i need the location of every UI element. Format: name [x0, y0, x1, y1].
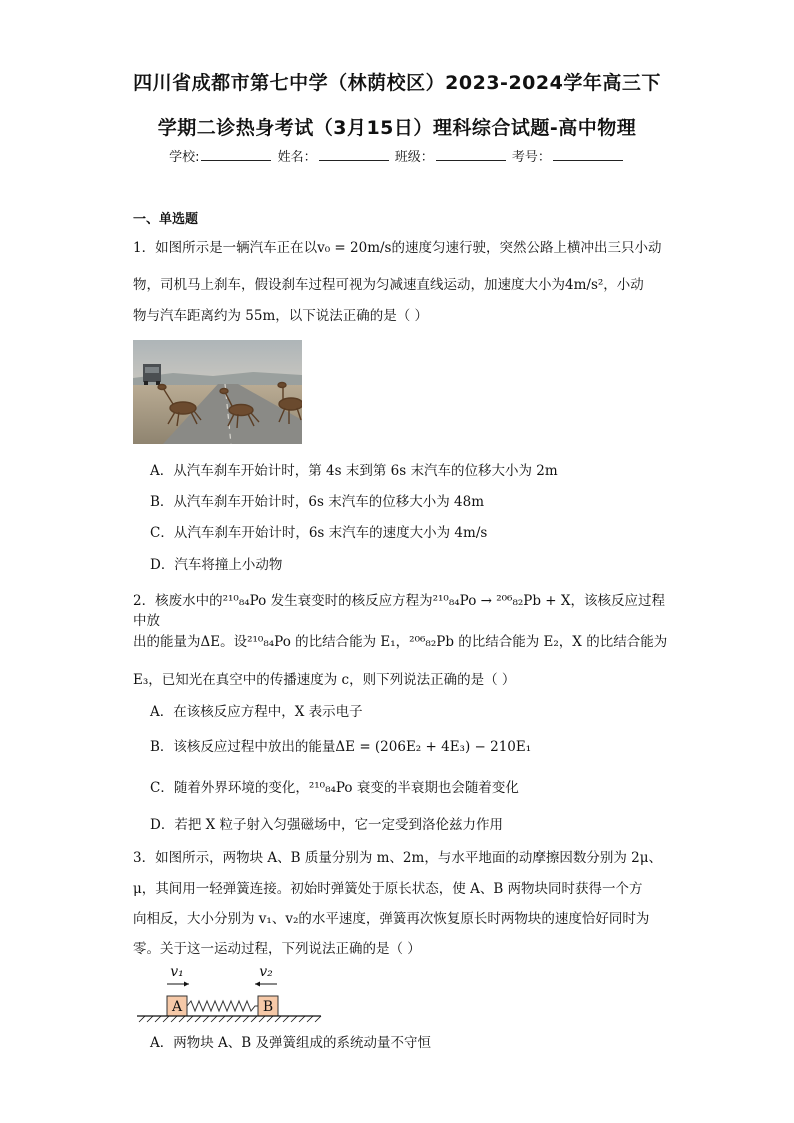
- q3-line-2: μ，其间用一轻弹簧连接。初始时弹簧处于原长状态，使 A、B 两物块同时获得一个方: [133, 881, 643, 897]
- page-title-line-1: 四川省成都市第七中学（林荫校区）2023-2024学年高三下: [133, 72, 661, 94]
- q2-option-d: D．若把 X 粒子射入匀强磁场中，它一定受到洛伦兹力作用: [150, 817, 504, 833]
- id-blank[interactable]: [553, 148, 623, 161]
- q2-line-3: E₃，已知光在真空中的传播速度为 c，则下列说法正确的是（ ）: [133, 672, 516, 688]
- spring-blocks-diagram: [133, 962, 323, 1026]
- q3-option-a: A．两物块 A、B 及弹簧组成的系统动量不守恒: [150, 1035, 432, 1051]
- id-label: 考号：: [511, 150, 551, 165]
- q1-line-1: 1．如图所示是一辆汽车正在以v₀ = 20m/s的速度匀速行驶，突然公路上横冲出三只小动: [133, 240, 662, 256]
- q1-option-a: A．从汽车刹车开始计时，第 4s 末到第 6s 末汽车的位移大小为 2m: [150, 463, 558, 479]
- block-a-label: A: [171, 999, 183, 1015]
- q3-diagram: [133, 962, 323, 1026]
- q2-option-b: B．该核反应过程中放出的能量ΔE = (206E₂ + 4E₃) − 210E₁: [150, 739, 532, 755]
- q1-option-b: B．从汽车刹车开始计时，6s 末汽车的位移大小为 48m: [150, 494, 484, 510]
- spring: [187, 1001, 258, 1011]
- school-label: 学校:: [169, 150, 200, 165]
- q1-line-3: 物与汽车距离约为 55m，以下说法正确的是（ ）: [133, 308, 429, 324]
- page-title-line-2: 学期二诊热身考试（3月15日）理科综合试题-高中物理: [157, 117, 637, 139]
- class-blank[interactable]: [436, 148, 506, 161]
- q3-line-4: 零。关于这一运动过程，下列说法正确的是（ ）: [133, 941, 421, 957]
- velocity-v2-label: v₂: [259, 964, 273, 980]
- q2-option-a: A．在该核反应方程中，X 表示电子: [150, 704, 363, 720]
- name-blank[interactable]: [319, 148, 389, 161]
- school-blank[interactable]: [201, 148, 271, 161]
- road-animals-image: [133, 340, 302, 444]
- q2-line-2: 出的能量为ΔE。设²¹⁰₈₄Po 的比结合能为 E₁，²⁰⁶₈₂Pb 的比结合能为 E₂，X 的比结合能为: [133, 634, 668, 650]
- class-label: 班级：: [394, 150, 434, 165]
- q1-option-d: D．汽车将撞上小动物: [150, 557, 283, 573]
- q2-option-c: C．随着外界环境的变化，²¹⁰₈₄Po 衰变的半衰期也会随着变化: [150, 780, 519, 796]
- name-label: 姓名：: [277, 150, 317, 165]
- section-title: 一、单选题: [133, 212, 199, 227]
- q3-line-1: 3．如图所示，两物块 A、B 质量分别为 m、2m，与水平地面的动摩擦因数分别为 2μ、: [133, 850, 662, 866]
- q3-line-3: 向相反，大小分别为 v₁、v₂的水平速度，弹簧再次恢复原长时两物块的速度恰好同时为: [133, 911, 650, 927]
- arrow-left-icon: [255, 982, 260, 987]
- q1-line-2: 物，司机马上刹车，假设刹车过程可视为匀减速直线运动，加速度大小为4m/s²，小动: [133, 277, 644, 293]
- q1-photo: [133, 340, 302, 444]
- block-b-label: B: [262, 999, 274, 1015]
- ground-hatching: [139, 1016, 321, 1022]
- velocity-v1-label: v₁: [170, 964, 184, 980]
- student-info-row: [0, 146, 794, 165]
- arrow-right-icon: [184, 982, 189, 987]
- q1-option-c: C．从汽车刹车开始计时，6s 末汽车的速度大小为 4m/s: [150, 525, 488, 541]
- q2-line-1: 2．核废水中的²¹⁰₈₄Po 发生衰变时的核反应方程为²¹⁰₈₄Po → ²⁰⁶₈₂Pb + X，该核反应过程中放: [133, 593, 666, 629]
